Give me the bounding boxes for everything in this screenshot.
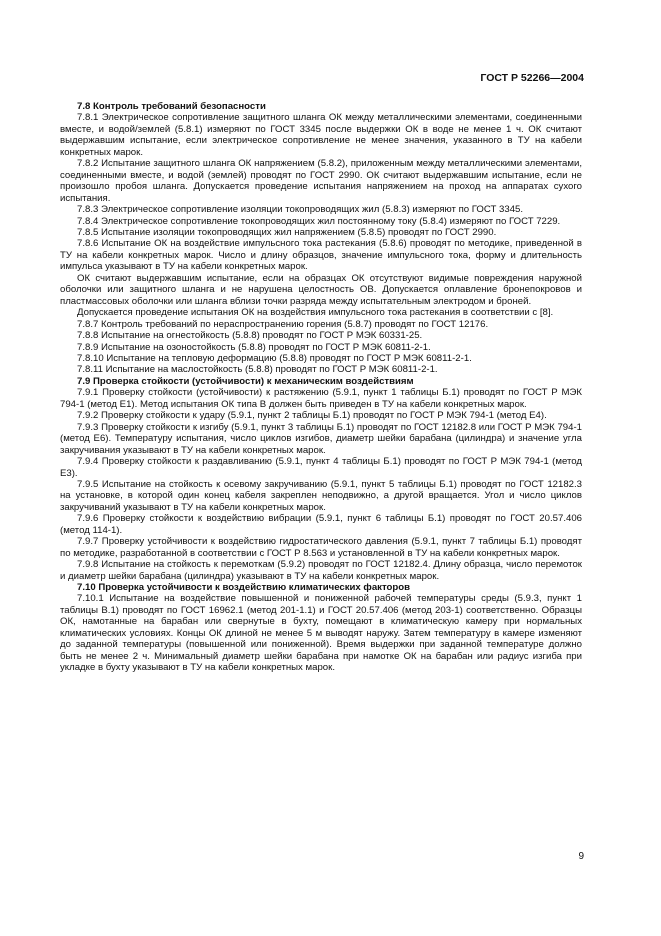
paragraph: 7.9.2 Проверку стойкости к удару (5.9.1, пункт 2 таблицы Б.1) проводят по ГОСТ Р МЭК 794-1 (метод Е4). bbox=[77, 410, 547, 422]
document-body bbox=[60, 101, 582, 674]
paragraph: 7.9.8 Испытание на стойкость к перемоткам (5.9.2) проводят по ГОСТ 12182.4. Длину образца, число перемоток и диаметр шейки барабана (цилиндра) указывают в ТУ на кабели конкретных марок. bbox=[60, 559, 582, 582]
paragraph: 7.9.4 Проверку стойкости к раздавливанию (5.9.1, пункт 4 таблицы Б.1) проводят по ГОСТ Р МЭК 794-1 (метод Е3). bbox=[60, 456, 582, 479]
document-id-header: ГОСТ Р 52266—2004 bbox=[480, 72, 584, 84]
paragraph: 7.8.8 Испытание на огнестойкость (5.8.8) проводят по ГОСТ Р МЭК 60331-25. bbox=[77, 330, 423, 342]
paragraph: 7.9.5 Испытание на стойкость к осевому закручиванию (5.9.1, пункт 5 таблицы Б.1) проводят по ГОСТ 12182.3 на установке, в которой один конец кабеля закреплен неподвижно, а другой вращается. Угол и число циклов закручиваний указывают в ТУ на кабели конкретных марок. bbox=[60, 478, 582, 513]
paragraph: 7.8.3 Электрическое сопротивление изоляции токопроводящих жил (5.8.3) измеряют по ГОСТ 3345. bbox=[77, 204, 524, 216]
paragraph: 7.8.7 Контроль требований по нераспространению горения (5.8.7) проводят по ГОСТ 12176. bbox=[77, 318, 489, 330]
paragraph: 7.8.6 Испытание ОК на воздействие импульсного тока растекания (5.8.6) проводят по методике, приведенной в ТУ на кабели конкретных марок. Число и длину образцов, значение импульсного тока, форму и длительность импульса указывают в ТУ на кабели конкретных марок. bbox=[60, 238, 582, 273]
paragraph: 7.8.2 Испытание защитного шланга ОК напряжением (5.8.2), приложенным между металлическими элементами, соединенными вместе, и водой (землей) проводят по ГОСТ 2990. ОК считают выдержавшим испытание, если не произошло пробоя шланга. Допускается проведение испытания напряжением на проход на аппаратах сухого испытания. bbox=[60, 158, 582, 204]
paragraph: ОК считают выдержавшим испытание, если на образцах ОК отсутствуют видимые повреждения наружной оболочки или защитного шланга и не нарушена целостность ОВ. Допускается оплавление бронепокровов и пластмассовых оболочки или шланга вблизи точки разряда между испытательным электродом и броней. bbox=[60, 272, 582, 307]
paragraph: 7.8.1 Электрическое сопротивление защитного шланга ОК между металлическими элементами, соединенными вместе, и водой/землей (5.8.1) измеряют по ГОСТ 3345 после выдержки ОК в воде не менее 1 ч. ОК считают выдержавшим испытание, если электрическое сопротивление не менее значения, указанного в ТУ на кабели конкретных марок. bbox=[60, 112, 582, 158]
paragraph: 7.8.11 Испытание на маслостойкость (5.8.8) проводят по ГОСТ Р МЭК 60811-2-1. bbox=[77, 364, 438, 376]
paragraph: 7.8.5 Испытание изоляции токопроводящих жил напряжением (5.8.5) проводят по ГОСТ 2990. bbox=[77, 226, 497, 238]
section-heading: 7.9 Проверка стойкости (устойчивости) к механическим воздействиям bbox=[77, 375, 414, 387]
paragraph: 7.9.6 Проверку стойкости к воздействию вибрации (5.9.1, пункт 6 таблицы Б.1) проводят по ГОСТ 20.57.406 (метод 114-1). bbox=[60, 513, 582, 536]
section-heading: 7.8 Контроль требований безопасности bbox=[77, 101, 266, 112]
section-heading: 7.10 Проверка устойчивости к воздействию климатических факторов bbox=[77, 582, 411, 594]
paragraph: 7.10.1 Испытание на воздействие повышенной и пониженной рабочей температуры среды (5.9.3, пункт 1 таблицы В.1) проводят по ГОСТ 16962.1 (метод 201-1.1) и ГОСТ 20.57.406 (метод 203-1) соответственно. Образцы ОК, намотанные на барабан или свернутые в бухту, помещают в климатическую камеру при нормальных климатических условиях. Концы ОК длиной не менее 5 м выводят наружу. Затем температуру в камере изменяют до заданной температуры (повышенной или пониженной). Время выдержки при заданной температуре должно быть не менее 2 ч. Минимальный диаметр шейки барабана при намотке ОК на барабан или радиус изгиба при укладке в бухту указывают в ТУ на кабели конкретных марок. bbox=[60, 593, 582, 674]
paragraph: 7.9.1 Проверку стойкости (устойчивости) к растяжению (5.9.1, пункт 1 таблицы Б.1) проводят по ГОСТ Р МЭК 794-1 (метод Е1). Метод испытания ОК типа В должен быть приведен в ТУ на кабели конкретных марок. bbox=[60, 387, 582, 410]
paragraph: 7.9.7 Проверку устойчивости к воздействию гидростатического давления (5.9.1, пункт 7 таблицы Б.1) проводят по методике, разработанной в соответствии с ГОСТ Р 8.563 и установленной в ТУ на кабели конкретных марок. bbox=[60, 536, 582, 559]
paragraph: 7.8.9 Испытание на озоностойкость (5.8.8) проводят по ГОСТ Р МЭК 60811-2-1. bbox=[77, 341, 431, 353]
paragraph: Допускается проведение испытания ОК на воздействия импульсного тока растекания в соответствии с [8]. bbox=[77, 307, 554, 319]
paragraph: 7.8.4 Электрическое сопротивление токопроводящих жил постоянному току (5.8.4) измеряют по ГОСТ 7229. bbox=[77, 215, 561, 227]
paragraph: 7.8.10 Испытание на тепловую деформацию (5.8.8) проводят по ГОСТ Р МЭК 60811-2-1. bbox=[77, 352, 472, 364]
paragraph: 7.9.3 Проверку стойкости к изгибу (5.9.1, пункт 3 таблицы Б.1) проводят по ГОСТ 12182.8 или ГОСТ Р МЭК 794-1 (метод Е6). Температуру испытания, число циклов изгибов, диаметр шейки барабана (цилиндра) и значение угла закручивания указывают в ТУ на кабели конкретных марок. bbox=[60, 421, 582, 456]
page-number: 9 bbox=[578, 851, 584, 862]
